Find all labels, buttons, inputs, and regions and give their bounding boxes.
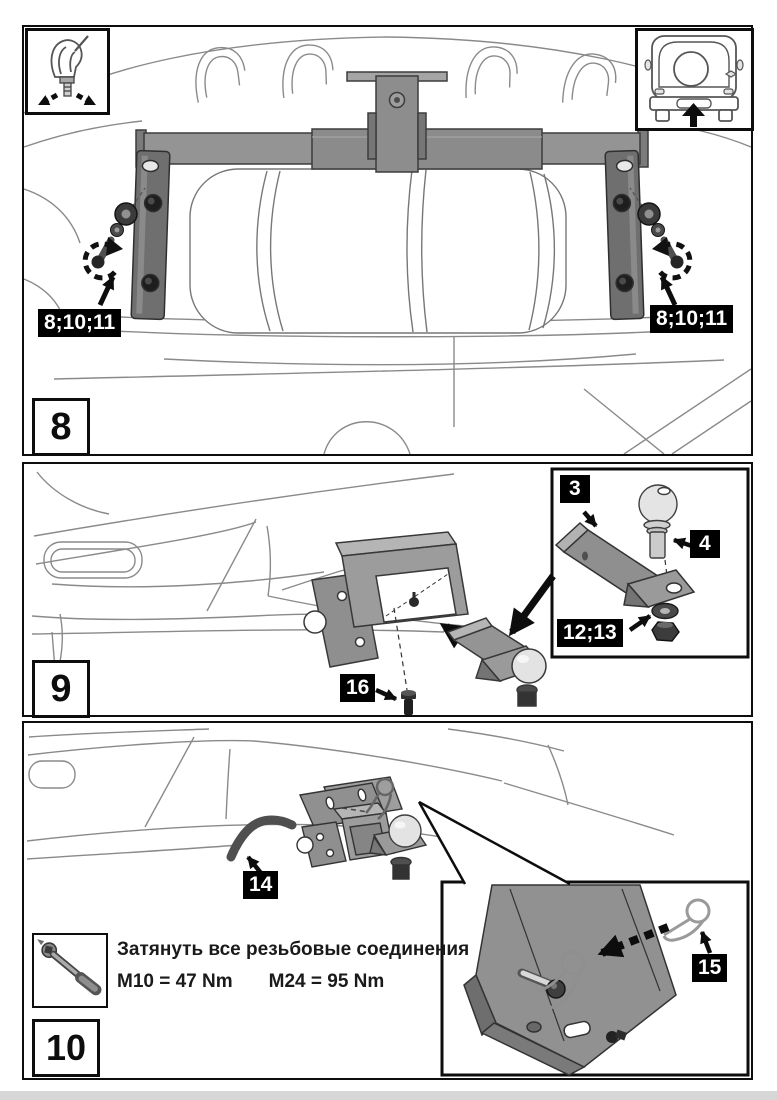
callout-4: 4 [690, 530, 720, 558]
panel-step-8 [22, 25, 753, 456]
callout-8-10-11-left: 8;10;11 [38, 309, 121, 337]
car-rear-icon-box [635, 28, 754, 131]
callout-16: 16 [340, 674, 375, 702]
callout-14: 14 [243, 871, 278, 899]
torque-m24-value: M24 = 95 Nm [268, 971, 385, 992]
step-number-9: 9 [32, 660, 90, 718]
bumper-hitch-drawing [24, 464, 751, 715]
fuel-tank [190, 169, 566, 333]
callout-3: 3 [560, 475, 590, 503]
torque-wrench-icon [34, 935, 106, 1006]
hitch-receiver [336, 532, 468, 627]
car-rear-view-icon [638, 31, 751, 128]
torque-wrench-icon-box [32, 933, 108, 1008]
hand-tighten-icon-box [25, 28, 110, 115]
side-bracket-right [605, 150, 644, 319]
torque-note-text: Затянуть все резьбовые соединения [117, 939, 470, 960]
ball-mount [448, 618, 546, 706]
callout-12-13: 12;13 [557, 619, 623, 647]
inset-pointer-tail [419, 802, 570, 884]
panel-step-10 [22, 721, 753, 1080]
panel-step-9 [22, 462, 753, 717]
callout-16-arrow [376, 690, 396, 699]
bolt-16 [401, 690, 416, 715]
torque-m10-value: M10 = 47 Nm [117, 971, 233, 992]
callout-8-10-11-right: 8;10;11 [650, 305, 733, 333]
inset-pointer-arrow [512, 576, 553, 632]
step-number-10: 10 [32, 1019, 100, 1077]
torque-instructions [117, 939, 469, 993]
callout-15: 15 [692, 954, 727, 982]
side-bracket-left [131, 150, 170, 319]
step-number-8: 8 [32, 398, 90, 456]
hitch-assembly [297, 777, 426, 879]
final-assembly-drawing [24, 723, 751, 1078]
hand-tighten-icon [28, 31, 107, 112]
